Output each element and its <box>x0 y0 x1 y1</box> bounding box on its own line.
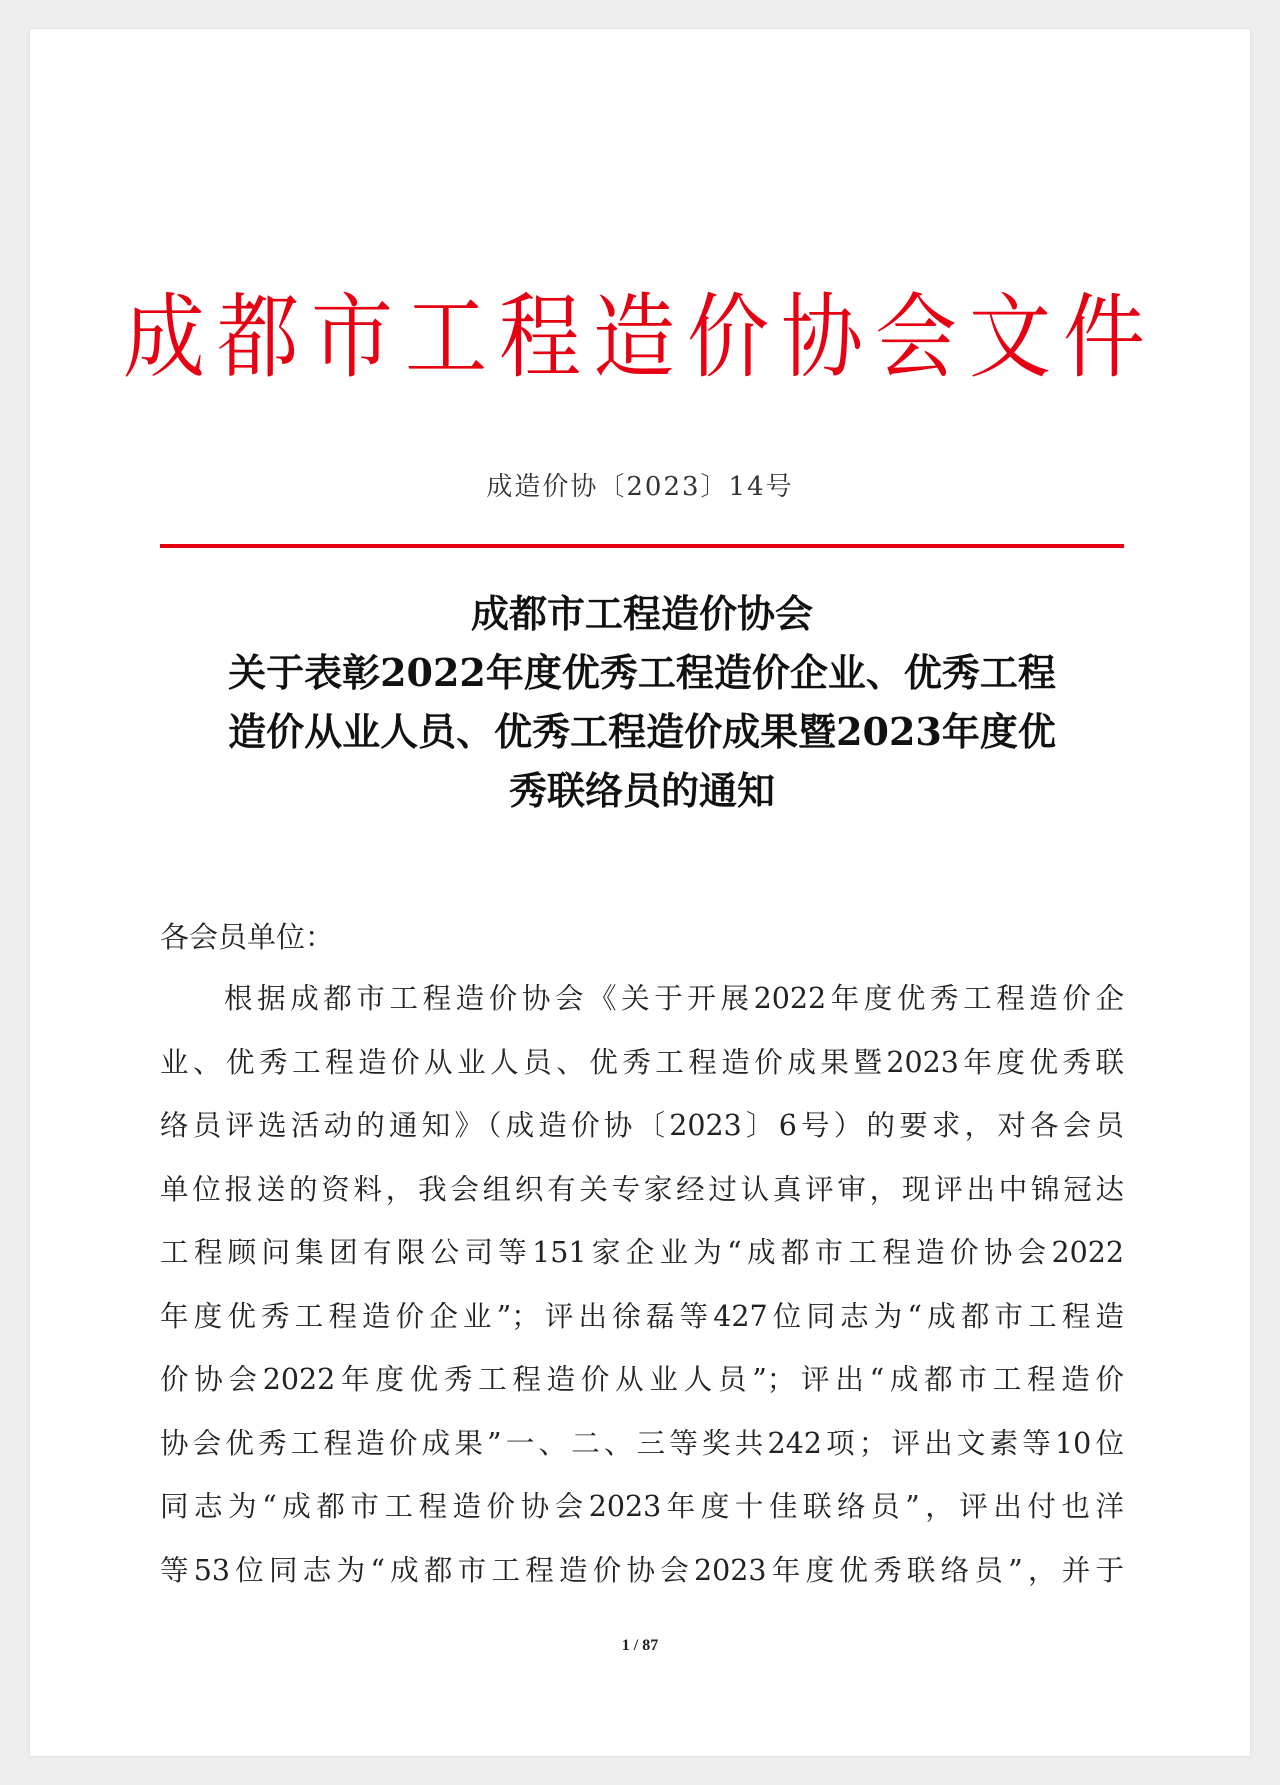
title-line: 成都市工程造价协会 <box>470 591 813 636</box>
document-number: 成造价协〔2023〕14号 <box>486 472 794 502</box>
salutation: 各会员单位： <box>160 920 335 954</box>
red-divider-line <box>160 544 1124 548</box>
body-line: 等53位同志为“成都市工程造价协会2023年度优秀联络员”，并于 <box>160 1553 1124 1587</box>
document-title <box>160 584 1124 820</box>
body-line: 年度优秀工程造价企业”；评出徐磊等427位同志为“成都市工程造 <box>160 1299 1124 1333</box>
title-line: 秀联络员的通知 <box>508 768 775 813</box>
document-page <box>30 29 1250 1756</box>
body-line: 工程顾问集团有限公司等151家企业为“成都市工程造价协会2022 <box>160 1236 1124 1269</box>
body-line: 根据成都市工程造价协会《关于开展2022年度优秀工程造价企 <box>224 982 1124 1015</box>
title-line: 关于表彰2022年度优秀工程造价企业、优秀工程 <box>228 650 1056 695</box>
body-paragraph <box>160 979 1124 1614</box>
body-line: 单位报送的资料，我会组织有关专家经过认真评审，现评出中锦冠达 <box>160 1172 1124 1206</box>
page-number: 1 / 87 <box>621 1637 659 1654</box>
body-line: 业、优秀工程造价从业人员、优秀工程造价成果暨2023年度优秀联 <box>160 1045 1124 1079</box>
body-line: 协会优秀工程造价成果”一、二、三等奖共242项；评出文素等10位 <box>160 1426 1124 1460</box>
body-line: 络员评选活动的通知》（成造价协〔2023〕6号）的要求，对各会员 <box>160 1109 1124 1142</box>
body-line: 同志为“成都市工程造价协会2023年度十佳联络员”，评出付也洋 <box>160 1490 1124 1523</box>
body-line: 价协会2022年度优秀工程造价从业人员”；评出“成都市工程造价 <box>160 1363 1124 1396</box>
document-masthead: 成都市工程造价协会文件 <box>122 285 1157 392</box>
title-line: 造价从业人员、优秀工程造价成果暨2023年度优 <box>228 709 1056 754</box>
